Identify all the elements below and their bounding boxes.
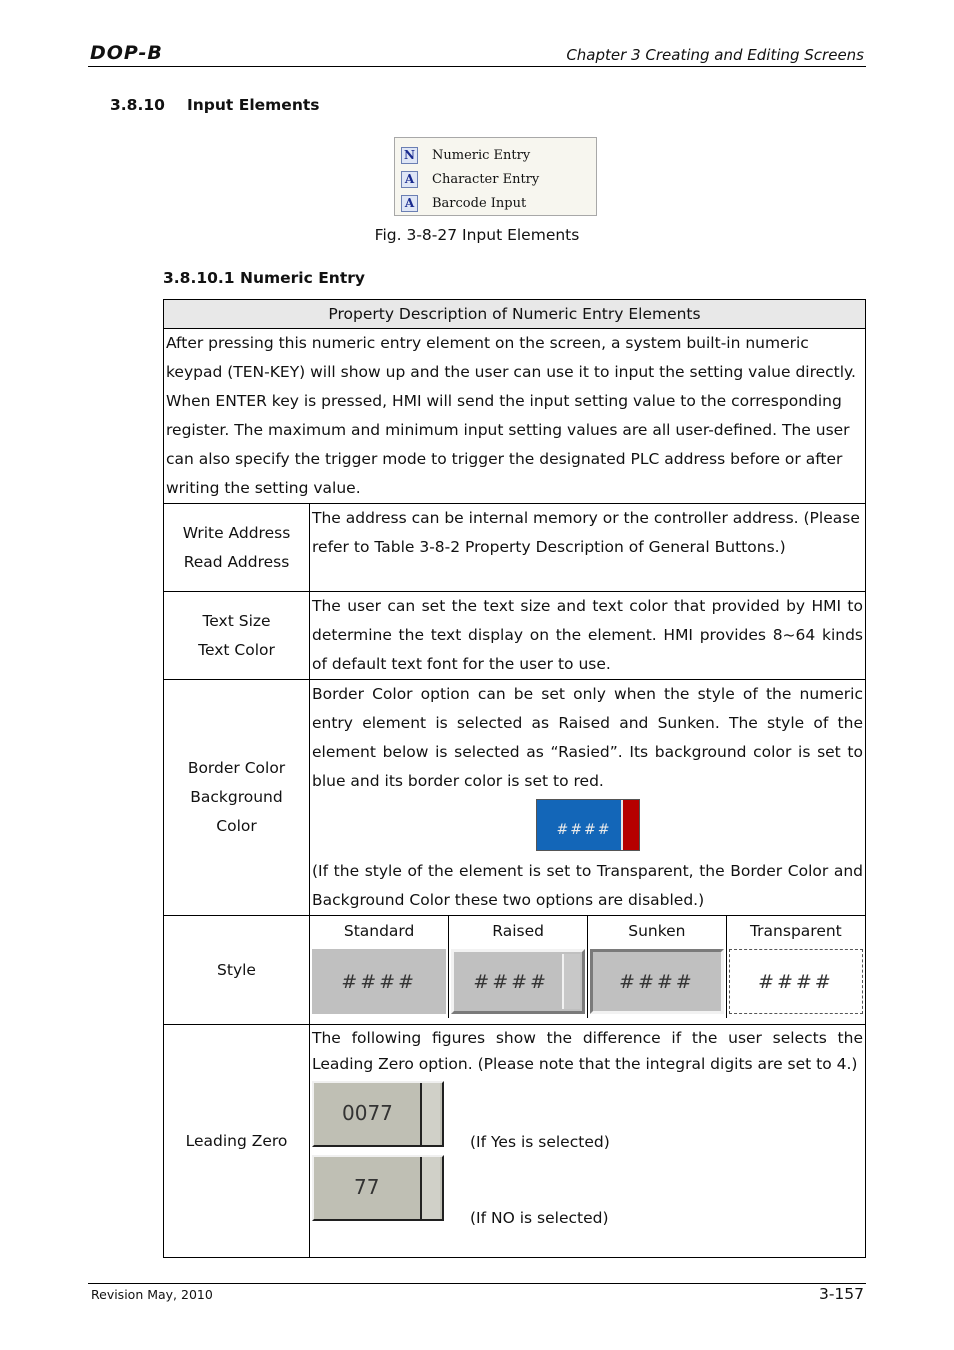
menu-item-character-entry[interactable] [395,167,596,191]
section-number: 3.8.10 [110,96,165,114]
section-title: Input Elements [187,96,320,114]
border-desc-2: (If the style of the element is set to Transparent, the Border Color and Background Color these two options are disabled.) [312,862,863,909]
menu-item-barcode-input[interactable] [395,191,596,215]
yes-side-bar [420,1083,440,1145]
leading-zero-desc: The following figures show the difference if the user selects the Leading Zero option. (Please note that the integral digits are set to 4.) [312,1029,863,1073]
page-number: 3-157 [818,1285,864,1303]
address-desc: The address can be internal memory or the controller address. (Please refer to Table 3-8-2 Property Description of General Buttons.) [310,504,866,592]
text-desc: The user can set the text size and text color that provided by HMI to determine the text display on the element. HMI provides 8~64 kinds of default text font for the user to use. [310,592,866,680]
leading-zero-no-row [312,1155,863,1227]
demo-border-bar [621,800,639,850]
style-label: Style [164,916,310,1025]
subsection-title: 3.8.10.1 Numeric Entry [163,269,365,287]
style-name: Raised [492,922,544,940]
leading-zero-no-sample [312,1155,444,1221]
input-elements-menu [394,137,597,216]
demo-sample-text: #### [556,822,612,838]
leading-zero-cell [310,1025,866,1258]
no-value: 77 [354,1175,380,1199]
leading-zero-label: Leading Zero [164,1025,310,1258]
raised-demo-element [536,799,640,851]
raised-side-bar [562,954,580,1009]
border-desc-1: Border Color option can be set only when the style of the numeric entry element is selected as Raised and Sunken. The style of the element below is selected as “Rasied”. Its background color is set to blue and its border color is set to red. [312,685,863,790]
transparent-swatch: #### [729,949,863,1014]
style-transparent [726,916,865,1018]
style-raised [449,916,588,1018]
text-label [164,592,310,680]
figure-caption: Fig. 3-8-27 Input Elements [374,226,580,244]
numeric-entry-icon: N [401,147,418,164]
intro-text: After pressing this numeric entry element on the screen, a system built-in numeric keypad (TEN-KEY) will show up and the user can use it to input the setting value directly. When ENTER key is pressed, HMI will send the input setting value to the corresponding register. The maximum and minimum input setting values are all user-defined. The user can also specify the trigger mode to trigger the designated PLC address before or after writing the setting value. [164,329,866,504]
menu-item-label: Numeric Entry [432,147,531,163]
style-cell [310,916,866,1025]
header-rule [88,66,866,67]
border-label [164,680,310,916]
footer-rule [88,1283,866,1284]
dop-b-logo: DOP-B [90,42,163,64]
yes-caption: (If Yes is selected) [470,1133,610,1151]
table-header: Property Description of Numeric Entry Elements [164,300,866,329]
no-side-bar [420,1157,440,1219]
leading-zero-yes-row [312,1081,863,1151]
raised-swatch [451,949,585,1014]
menu-item-numeric-entry[interactable] [395,143,596,167]
style-options-table [310,916,865,1018]
border-desc-cell [310,680,866,916]
leading-zero-yes-sample [312,1081,444,1147]
chapter-title: Chapter 3 Creating and Editing Screens [566,46,864,64]
text-size-label: Text Size [202,611,271,630]
style-name: Standard [343,922,415,940]
footer-revision: Revision May, 2010 [91,1287,213,1302]
read-address-label: Read Address [183,552,290,571]
menu-item-label: Character Entry [432,171,540,187]
color-label: Color [216,817,257,835]
style-name: Sunken [628,922,686,940]
raised-sample-text: #### [473,970,549,993]
text-color-label: Text Color [198,640,275,659]
barcode-input-icon: A [401,195,418,212]
background-label: Background [190,788,283,806]
no-caption: (If NO is selected) [470,1209,609,1227]
menu-item-label: Barcode Input [432,195,527,211]
property-table [163,299,866,1258]
sunken-swatch: #### [590,949,724,1014]
address-label [164,504,310,592]
character-entry-icon: A [401,171,418,188]
yes-value: 0077 [342,1101,393,1125]
style-sunken [588,916,727,1018]
standard-swatch: #### [312,949,446,1014]
write-address-label: Write Address [182,523,291,542]
style-standard [310,916,449,1018]
border-color-label: Border Color [187,759,286,777]
style-name: Transparent [749,922,842,940]
